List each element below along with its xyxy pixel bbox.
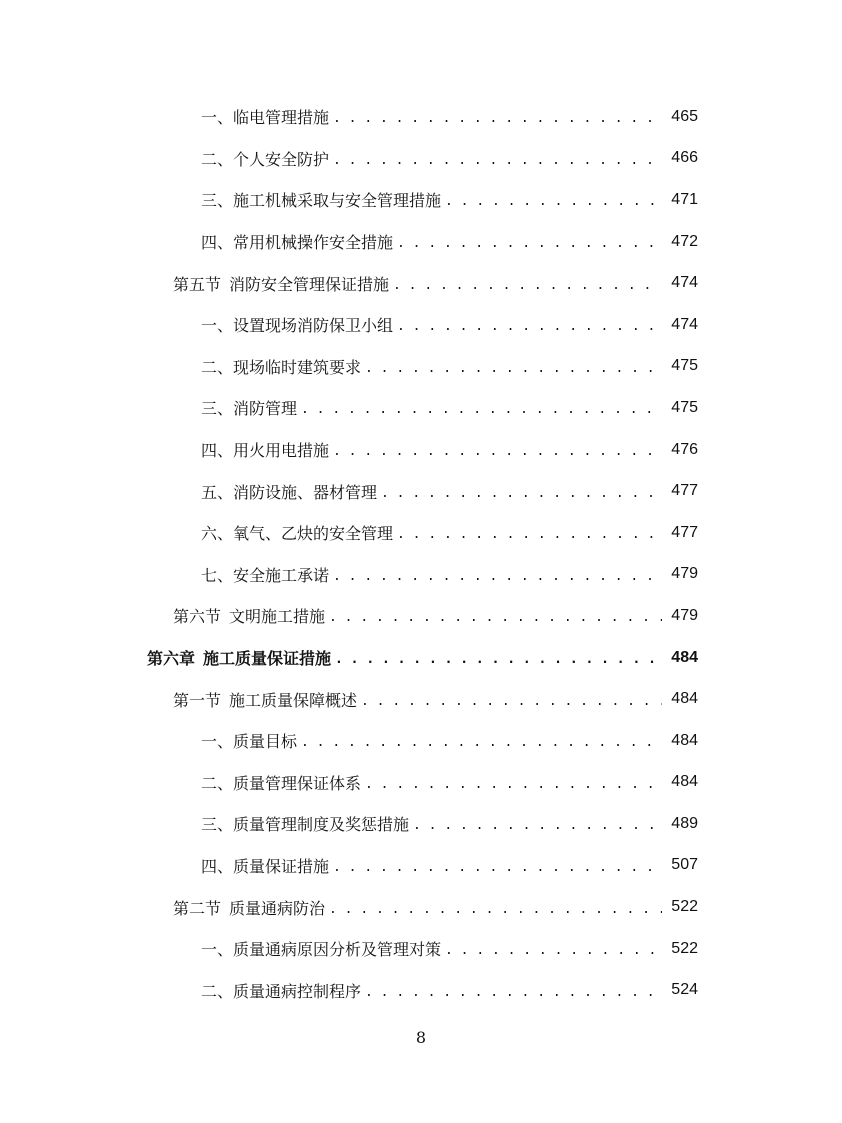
toc-entry-page: 522 — [671, 939, 698, 957]
toc-entry[interactable] — [0, 179, 842, 221]
dot-leader — [397, 233, 662, 250]
dot-leader — [397, 316, 662, 333]
toc-entry-label: 第二节 — [173, 898, 222, 918]
toc-entry-page: 507 — [671, 856, 698, 874]
dot-leader — [335, 649, 662, 666]
toc-entry-text: 消防安全管理保证措施 — [229, 274, 390, 294]
toc-entry-text: 二、质量通病控制程序 — [201, 981, 362, 1001]
toc-entry-page: 466 — [671, 149, 698, 167]
dot-leader — [397, 524, 662, 541]
dot-leader — [329, 899, 662, 916]
toc-entry[interactable] — [0, 720, 842, 762]
toc-entry-title — [201, 188, 441, 211]
toc-entry-title — [201, 563, 329, 586]
toc-entry-text: 二、现场临时建筑要求 — [201, 357, 362, 377]
toc-entry-text: 二、个人安全防护 — [201, 149, 330, 169]
toc-entry-title — [201, 438, 329, 461]
toc-entry-title — [201, 480, 377, 503]
toc-entry-text: 二、质量管理保证体系 — [201, 773, 362, 793]
toc-entry[interactable] — [0, 470, 842, 512]
toc-entry[interactable] — [0, 678, 842, 720]
toc-entry-text: 七、安全施工承诺 — [201, 565, 330, 585]
toc-entry-label: 第五节 — [173, 274, 222, 294]
toc-entry-text: 质量通病防治 — [229, 898, 326, 918]
toc-entry-page: 489 — [671, 814, 698, 832]
toc-entry-title — [173, 688, 357, 711]
toc-entry-page: 471 — [671, 190, 698, 208]
toc-entry-page: 465 — [671, 107, 698, 125]
dot-leader — [445, 191, 662, 208]
toc-entry-title — [201, 771, 361, 794]
toc-entry[interactable] — [0, 346, 842, 388]
toc-entry-title — [201, 854, 329, 877]
dot-leader — [333, 108, 662, 125]
toc-entry-label: 第六节 — [173, 607, 222, 627]
toc-entry-title — [173, 896, 325, 919]
toc-entry-title — [201, 812, 409, 835]
toc-entry-page: 479 — [671, 565, 698, 583]
toc-entry-page: 477 — [671, 482, 698, 500]
toc-entry[interactable] — [0, 637, 842, 679]
dot-leader — [301, 732, 662, 749]
toc-entry-page: 475 — [671, 398, 698, 416]
toc-entry-title — [201, 147, 329, 170]
page-number: 8 — [415, 1028, 427, 1047]
toc-entry-title — [201, 521, 393, 544]
dot-leader — [329, 607, 662, 624]
toc-entry-title — [201, 979, 361, 1002]
toc-entry-page: 484 — [671, 773, 698, 791]
toc-entry[interactable] — [0, 762, 842, 804]
toc-entry-page: 522 — [671, 898, 698, 916]
toc-entry-page: 472 — [671, 232, 698, 250]
toc-entry[interactable] — [0, 387, 842, 429]
toc-entry-text: 一、临电管理措施 — [201, 108, 330, 128]
toc-entry-text: 四、常用机械操作安全措施 — [201, 233, 394, 253]
toc-entry-text: 五、消防设施、器材管理 — [201, 482, 378, 502]
toc-entry-text: 一、质量通病原因分析及管理对策 — [201, 940, 442, 960]
toc-entry-text: 六、氧气、乙炔的安全管理 — [201, 524, 394, 544]
toc-entry-text: 四、用火用电措施 — [201, 441, 330, 461]
toc-entry-text: 施工质量保障概述 — [229, 690, 358, 710]
toc-entry-text: 三、质量管理制度及奖惩措施 — [201, 815, 410, 835]
dot-leader — [365, 358, 662, 375]
toc-entry-text: 文明施工措施 — [229, 607, 326, 627]
toc-entry-title — [201, 396, 297, 419]
toc-entry[interactable] — [0, 554, 842, 596]
toc-entry-text: 一、质量目标 — [201, 732, 298, 752]
toc-entry-title — [201, 105, 329, 128]
toc-entry-label: 第一节 — [173, 690, 222, 710]
toc-entry-page: 474 — [671, 315, 698, 333]
dot-leader — [413, 815, 662, 832]
toc-entry-title — [173, 272, 389, 295]
toc-entry-page: 477 — [671, 523, 698, 541]
toc-entry[interactable] — [0, 969, 842, 1011]
toc-entry-page: 474 — [671, 274, 698, 292]
toc-entry-title — [147, 646, 331, 669]
toc-entry-page: 484 — [671, 690, 698, 708]
toc-entry-text: 四、质量保证措施 — [201, 856, 330, 876]
dot-leader — [333, 441, 662, 458]
toc-entry-page: 484 — [671, 648, 698, 666]
dot-leader — [381, 483, 662, 500]
toc-entry-page: 475 — [671, 357, 698, 375]
dot-leader — [333, 566, 662, 583]
dot-leader — [301, 399, 662, 416]
toc-entry[interactable] — [0, 96, 842, 138]
toc-entry[interactable] — [0, 803, 842, 845]
toc-entry-title — [201, 313, 393, 336]
toc-entry[interactable] — [0, 845, 842, 887]
toc-entry[interactable] — [0, 886, 842, 928]
table-of-contents — [0, 96, 842, 1011]
toc-entry[interactable] — [0, 262, 842, 304]
dot-leader — [365, 774, 662, 791]
dot-leader — [365, 982, 662, 999]
toc-entry[interactable] — [0, 138, 842, 180]
dot-leader — [361, 691, 662, 708]
dot-leader — [333, 857, 662, 874]
toc-entry-text: 三、消防管理 — [201, 399, 298, 419]
toc-entry-title — [173, 604, 325, 627]
toc-entry[interactable] — [0, 512, 842, 554]
toc-entry-page: 479 — [671, 606, 698, 624]
toc-entry-text: 三、施工机械采取与安全管理措施 — [201, 191, 442, 211]
toc-entry[interactable] — [0, 304, 842, 346]
toc-entry-page: 476 — [671, 440, 698, 458]
toc-entry[interactable] — [0, 595, 842, 637]
dot-leader — [445, 940, 662, 957]
toc-entry-title — [201, 230, 393, 253]
toc-entry-title — [201, 729, 297, 752]
dot-leader — [333, 150, 662, 167]
toc-entry[interactable] — [0, 221, 842, 263]
toc-entry-title — [201, 937, 441, 960]
toc-entry[interactable] — [0, 429, 842, 471]
toc-entry-page: 524 — [671, 981, 698, 999]
dot-leader — [393, 275, 662, 292]
toc-entry-text: 施工质量保证措施 — [203, 649, 332, 669]
toc-entry-title — [201, 355, 361, 378]
toc-entry-page: 484 — [671, 731, 698, 749]
toc-entry-text: 一、设置现场消防保卫小组 — [201, 316, 394, 336]
toc-entry[interactable] — [0, 928, 842, 970]
toc-entry-label: 第六章 — [147, 649, 196, 669]
